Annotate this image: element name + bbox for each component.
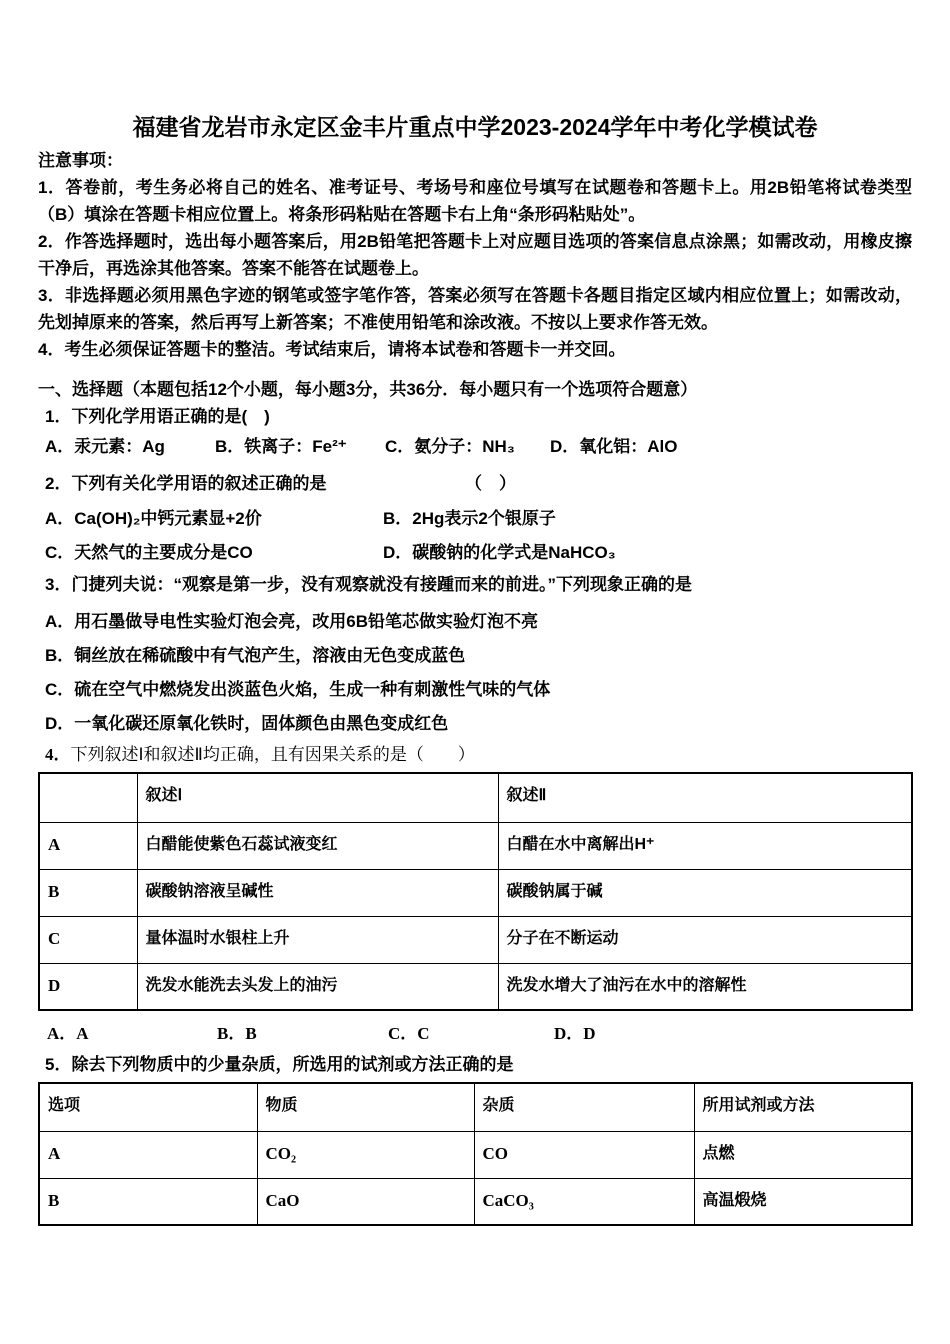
exam-content [38,147,912,1226]
answer-c: C．C [388,1024,430,1043]
question-2-stem: 2．下列有关化学用语的叙述正确的是 [45,474,327,493]
section-1-heading: 一、选择题（本题包括12个小题，每小题3分，共36分．每小题只有一个选项符合题意） [38,380,698,399]
table-row [39,1178,912,1225]
notice-item-4: 4．考生必须保证答题卡的整洁。考试结束后，请将本试卷和答题卡一并交回。 [38,340,626,359]
statement1-cell: 洗发水能洗去头发上的油污 [137,963,498,1010]
table-header-option: 选项 [39,1083,257,1131]
notice-item-1: 1．答卷前，考生务必将自己的姓名、准考证号、考场号和座位号填写在试题卷和答题卡上。用2B铅笔将试卷类型（B）填涂在答题卡相应位置上。将条形码粘贴在答题卡右上角“条形码粘贴处”。 [38,178,912,224]
table-row [39,1083,912,1131]
answer-d: D．D [554,1024,596,1043]
impurity-cell: CO [474,1131,694,1178]
table-header-blank [39,773,137,822]
answer-b: B．B [217,1024,257,1043]
table-row [39,1131,912,1178]
option-3a: A．用石墨做导电性实验灯泡会亮，改用6B铅笔芯做实验灯泡不亮 [45,612,539,631]
table-header-statement1: 叙述Ⅰ [137,773,498,822]
notice-item-2: 2．作答选择题时，选出每小题答案后，用2B铅笔把答题卡上对应题目选项的答案信息点涂黑；如需改动，用橡皮擦干净后，再选涂其他答案。答案不能答在试题卷上。 [38,232,912,278]
exam-title: 福建省龙岩市永定区金丰片重点中学2023-2024学年中考化学模试卷 [132,114,818,140]
substance-cell: CaO [257,1178,474,1225]
option-1d: D．氧化铝：AlO [550,437,678,456]
question-2-options-row2 [38,539,912,566]
row-label: D [39,963,137,1010]
statement2-cell: 洗发水增大了油污在水中的溶解性 [498,963,912,1010]
table-row [39,963,912,1010]
question-2-options-row1 [38,505,912,532]
question-4-answer-options [38,1020,912,1047]
question-1-options [38,433,912,460]
option-2d: D．碳酸钠的化学式是NaHCO₃ [383,543,616,562]
row-label: B [39,869,137,916]
notice-item-3: 3．非选择题必须用黑色字迹的钢笔或签字笔作答，答案必须写在答题卡各题目指定区域内相应位置上；如需改动，先划掉原来的答案，然后再写上新答案；不准使用铅笔和涂改液。不按以上要求作答无效。 [38,286,912,332]
statement2-cell: 白醋在水中离解出H⁺ [498,822,912,869]
question-3-text: 3．门捷列夫说：“观察是第一步，没有观察就没有接踵而来的前进。”下列现象正确的是 [45,575,692,594]
question-4-stem: 下列叙述Ⅰ和叙述Ⅱ均正确，且有因果关系的是（ ） [70,745,475,764]
question-4-table [38,772,913,1011]
table-row [39,773,912,822]
option-1b: B．铁离子：Fe²⁺ [215,437,347,456]
substance-cell: CO₂ [257,1131,474,1178]
row-label: A [39,1131,257,1178]
question-2-text [38,470,912,497]
statement2-cell: 碳酸钠属于碱 [498,869,912,916]
option-2a: A．Ca(OH)₂中钙元素显+2价 [45,509,262,528]
table-row [39,916,912,963]
row-label: A [39,822,137,869]
table-header-impurity: 杂质 [474,1083,694,1131]
notice-heading: 注意事项： [38,151,123,170]
question-5-text: 5．除去下列物质中的少量杂质，所选用的试剂或方法正确的是 [45,1055,514,1074]
table-row [39,869,912,916]
row-label: B [39,1178,257,1225]
option-1a: A．汞元素：Ag [45,437,165,456]
row-label: C [39,916,137,963]
statement1-cell: 量体温时水银柱上升 [137,916,498,963]
statement2-cell: 分子在不断运动 [498,916,912,963]
option-3d: D．一氧化碳还原氧化铁时，固体颜色由黑色变成红色 [45,714,449,733]
reagent-cell: 点燃 [694,1131,912,1178]
option-2b: B．2Hg表示2个银原子 [383,509,556,528]
question-4-number: 4． [45,745,71,764]
statement1-cell: 碳酸钠溶液呈碱性 [137,869,498,916]
impurity-cell: CaCO₃ [474,1178,694,1225]
table-header-reagent: 所用试剂或方法 [694,1083,912,1131]
table-row [39,822,912,869]
question-5-table [38,1082,913,1226]
question-2-answer-blank: （ ） [465,474,516,493]
option-3c: C．硫在空气中燃烧发出淡蓝色火焰，生成一种有刺激性气味的气体 [45,680,551,699]
table-header-statement2: 叙述Ⅱ [498,773,912,822]
statement1-cell: 白醋能使紫色石蕊试液变红 [137,822,498,869]
answer-a: A．A [47,1024,89,1043]
option-3b: B．铜丝放在稀硫酸中有气泡产生，溶液由无色变成蓝色 [45,646,466,665]
option-1c: C．氨分子：NH₃ [385,437,515,456]
reagent-cell: 高温煅烧 [694,1178,912,1225]
option-2c: C．天然气的主要成分是CO [45,543,253,562]
question-1-text: 1．下列化学用语正确的是( ) [45,407,270,426]
table-header-substance: 物质 [257,1083,474,1131]
question-4-text [38,741,912,768]
